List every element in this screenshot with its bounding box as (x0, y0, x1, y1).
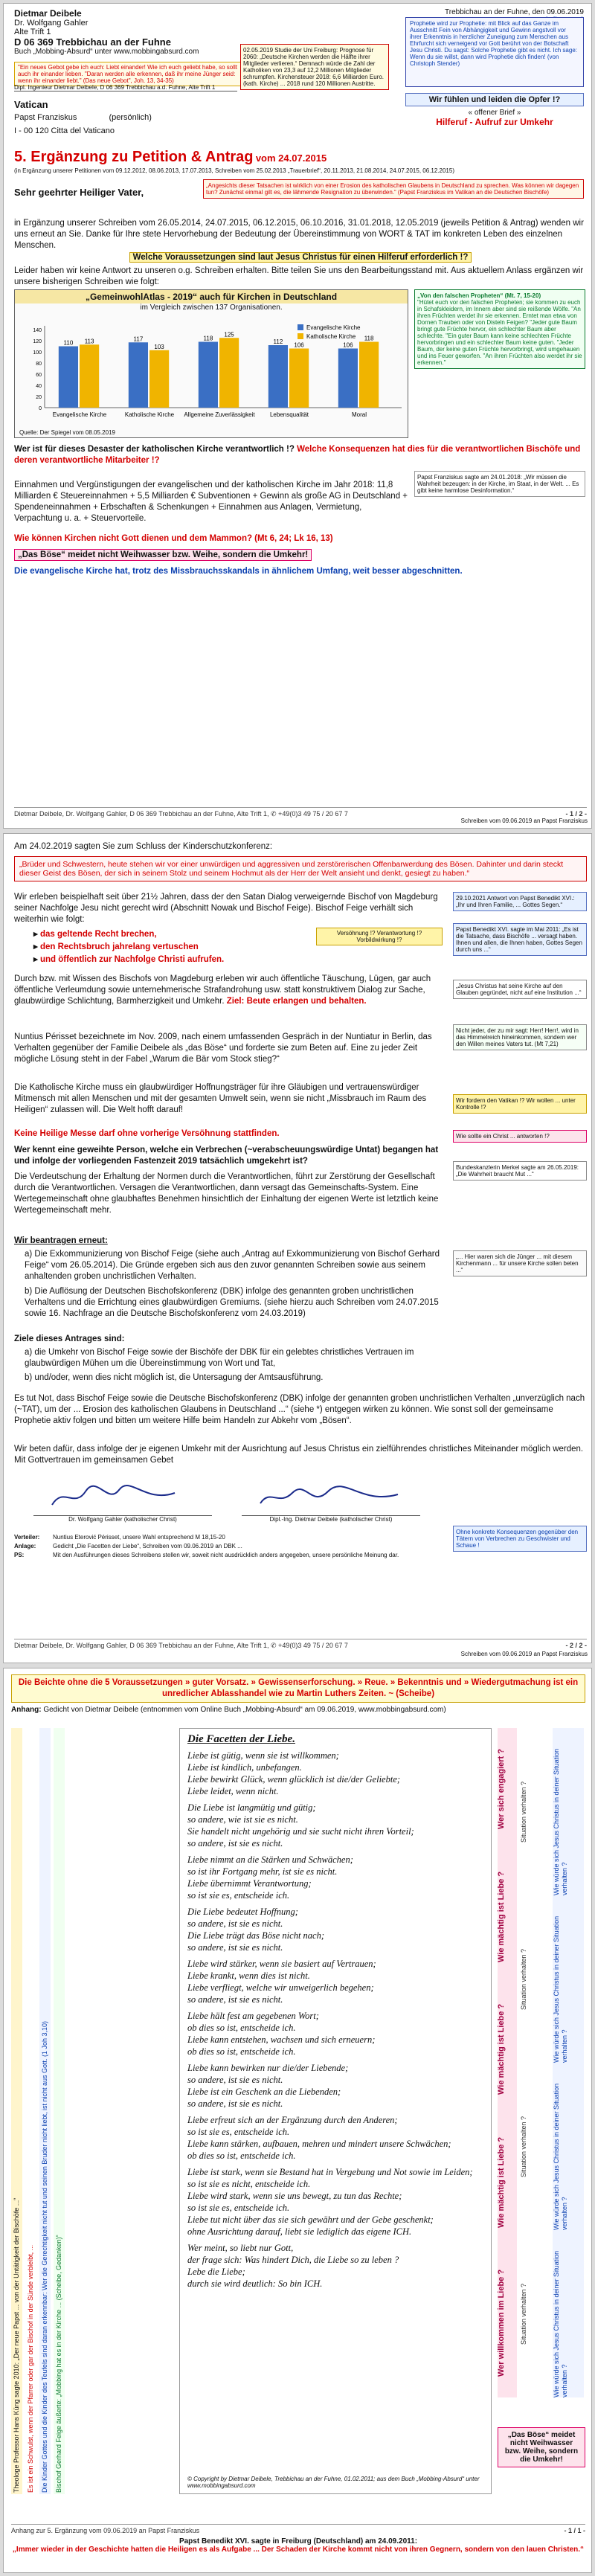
chart-data-label: 118 (203, 335, 213, 342)
chart-data-label: 110 (63, 339, 74, 347)
final-side-text: Ohne konkrete Konsequenzen gegenüber den Tätern von Verbrechen zu Geschwister und Schaue ! (456, 1529, 579, 1549)
body-paragraph-2: Leider haben wir keine Antwort zu unseren o.g. Schreiben erhalten. Bitte teilen Sie uns den Bearbeitungsstand mit. Aus aktuellem Anlass ergänzen wir unsere bisherigen Schreiben wie folgt: (14, 266, 584, 286)
side-question-box: Versöhnung !? Verantwortung !? Vorbildwirkung !? (316, 928, 443, 945)
recipient-line-1: Vatican (14, 99, 48, 110)
appendix-line (11, 1706, 585, 1714)
right-vertical-jesus (553, 1728, 584, 2397)
bullet-text: das geltende Recht brechen, (39, 930, 157, 939)
body-paragraph-1 (14, 218, 587, 251)
right-question: Wer willkommen im Liebe ? (497, 2269, 506, 2377)
poem-line: so ist sie es, entscheide ich. (187, 2203, 290, 2213)
suffering-question: Wir fühlen und leiden die Opfer !? (405, 93, 584, 106)
right-question: Wie mächtig ist Liebe ? (497, 2136, 506, 2228)
poem-copyright: © Copyright by Dietmar Deibele, Trebbichau an der Fuhne, 01.02.2011; aus dem Buch „Mobbing-Absurd“ unter www.mobbingabsurd.com (187, 2476, 480, 2489)
right-note: Situation verhalten ? (520, 1781, 527, 1843)
goals-heading: Ziele dieses Antrages sind: (14, 1334, 125, 1343)
chart-svg (15, 318, 408, 430)
footer-address: Dietmar Deibele, Dr. Wolfgang Gahler, D 06 369 Trebbichau an der Fuhne, Alte Trift 1, ✆ +49(0)3 49 75 / 20 67 7 (14, 1642, 348, 1649)
chart-tick-label: 140 (33, 328, 42, 333)
appendix-footer (11, 2524, 585, 2534)
request-item-a: a) Die Exkommunizierung von Bischof Feige (siehe auch „Antrag auf Exkommunizierung von Bischof Gerhard Feige“ vom 26.05.2014). Die Gründe ergeben sich aus den zuvor genannten Schreiben sowie aus seinem anhaltenden groben unchristlichen Verhalten. (25, 1250, 440, 1281)
chart-title: „GemeinwohlAtlas - 2019“ auch für Kirchen in Deutschland (15, 290, 408, 303)
page2-quote-box (14, 856, 587, 881)
footer-address: Dietmar Deibele, Dr. Wolfgang Gahler, D 06 369 Trebbichau an der Fuhne, Alte Trift 1, ✆ +49(0)3 49 75 / 20 67 7 (14, 810, 348, 818)
left-vertical-columns (11, 1728, 175, 2494)
poem-line: Liebe tut nicht über das sie sich gewährt und der Gebe geschenkt; (187, 2214, 434, 2225)
recipient-address: I - 00 120 Citta del Vaticano (14, 126, 115, 135)
christian-answer-box: Wie sollte ein Christ ... antworten !? (453, 1130, 587, 1143)
poem-line: Liebe nimmt an die Stärken und Schwächen; (187, 1854, 353, 1865)
chart-category-label: Lebensqualität (269, 411, 309, 418)
benedict-bottom-2: „Immer wieder in der Geschichte hatten die Heiligen es als Aufgabe ... Der Schaden der Kirche kommt nicht von ihren Gegnern, sondern von den lauen Christen.“ (12, 2546, 585, 2554)
poem-line: Liebe ist stark, wenn sie Bestand hat in Vergebung und Not sowie im Leiden; (187, 2167, 473, 2177)
right-question: Wie mächtig ist Liebe ? (497, 2003, 506, 2095)
page2-quote-text: „Brüder und Schwestern, heute stehen wir vor einer unwürdigen und aggressiven und zerstörerischen Offenbarwerdung des Bösen. Dahinter und darin steckt dieser Geist des Bösen, der sich in seinem Stolz und seinem Hochmut als der Herr der Welt ansieht und denkt, gesiegt zu haben.“ (19, 860, 564, 878)
consequences-question: Welche Konsequenzen hat dies für die verantwortlichen Bischöfe und deren verantwortliche Mitarbeiter !? (14, 445, 581, 465)
goal-item-a: a) die Umkehr von Bischof Feige sowie der Bischöfe der DBK für ein gelebtes christliches Vertrauen im glaubwürdigen Mühen um die Übereinstimmung von Wort und Tat, (25, 1348, 414, 1368)
right-note: Situation verhalten ? (520, 1948, 527, 2010)
appendix-page (3, 1668, 592, 2573)
poem-line: so ist sie es, entscheide ich. (187, 1890, 290, 1901)
chart-category-label: Moral (351, 411, 367, 418)
poem-line: Liebe kann bewirken nur die/der Liebende; (187, 2063, 349, 2073)
poem-line: so andere, wie ist sie es nicht. (187, 1814, 298, 1825)
poem-panel (179, 1728, 492, 2494)
chart-tick-label: 100 (33, 350, 42, 356)
chart-bar (338, 349, 358, 408)
bullet-text: den Rechtsbruch jahrelang vertuschen (39, 942, 199, 951)
legend-swatch (298, 324, 303, 330)
page2-body-4: Die Katholische Kirche muss ein glaubwürdiger Hoffnungsträger für ihre Gläubigen und vertrauenswürdiger Mitmensch mit allen Menschen und mit der gesamten Umwelt sein, wenn sie nicht „Missbrauch im Raum des Heiligen“ zulassen will. Die Welt hofft darauf! (14, 1083, 427, 1114)
sender-street: Alte Trift 1 (14, 28, 51, 36)
chart-bar (359, 342, 379, 408)
poem-line: so andere, ist sie es nicht. (187, 2098, 283, 2109)
page2-body-1: Wir erleben beispielhaft seit über 21½ Jahren, dass der den Satan Dialog verweigernde Bischof von Magdeburg seiner Nachfolge Jesu nicht gerecht wird (Abschnitt Nowak und Bischof Feige). Bischof Feige verhält sich weiterhin wie folgt: (14, 893, 438, 924)
bullet-item: ▸ den Rechtsbruch jahrelang vertuschen (33, 942, 199, 951)
pope-quote-text: Papst Franziskus sagte am 24.01.2018: „Wir müssen die Wahrheit bezeugen: in der Kirche, im Staat, in der Welt. ... Es gibt keine harmlose Desinformation.“ (417, 474, 579, 494)
chart-bar (268, 345, 288, 408)
poem-line: Die Liebe trägt das Böse nicht nach; (187, 1930, 324, 1941)
merkel-quote-box: Bundeskanzlerin Merkel sagte am 26.05.2019: „Die Wahrheit braucht Mut ...“ (453, 1161, 587, 1181)
bullet-text: und öffentlich zur Nachfolge Christi aufrufen. (39, 955, 225, 964)
poem-line: durch sie wird deutlich: So bin ICH. (187, 2278, 323, 2289)
poem-line: ob dies so ist, entscheide ich. (187, 2046, 296, 2057)
mammon-question: Wie können Kirchen nicht Gott dienen und dem Mammon? (Mt 6, 24; Lk 16, 13) (14, 534, 333, 543)
prophecy-box (405, 17, 584, 87)
footer-ref: Schreiben vom 09.06.2019 an Papst Franziskus (460, 818, 588, 824)
heading-subtitle: (in Ergänzung unserer Petitionen vom 09.12.2012, 08.06.2013, 17.07.2013, Schreiben vom 25.02.2013 „Trauerbrief“, 20.11.2013, 21.08.2014, 24.07.2015, 06.12.2015) (14, 167, 454, 174)
chart-data-label: 103 (154, 343, 164, 350)
sender-book[interactable]: Buch „Mobbing-Absurd“ unter www.mobbingabsurd.com (14, 48, 199, 56)
signature-label-2: Dipl.-Ing. Dietmar Deibele (katholischer Christ) (242, 1515, 420, 1523)
help-call-label: Hilferuf - Aufruf zur Umkehr (436, 117, 553, 127)
heading-block (14, 149, 587, 166)
recipient-personal: (persönlich) (109, 113, 152, 122)
poem-line: so andere, ist sie es nicht. (187, 1994, 283, 2005)
poem-line: Lebe die Liebe; (187, 2267, 245, 2277)
page2-body-2 (14, 974, 446, 1007)
false-prophets-title: „Von den falschen Propheten“ (Mt. 7, 15-20) (417, 292, 541, 299)
right-vertical-questions (498, 1728, 517, 2397)
salutation-quote-box (203, 179, 584, 199)
page2-body-3: Nuntius Périsset bezeichnete im Nov. 2009, nach einem umfassenden Gespräch in der Nuntiatur in Berlin, das Verhalten gegenüber der Familie Deibele als „das Böse“ und forderte sie zum Beten auf. Eine zu jeder Zeit mögliche Lösung steht in der Fabel „Warum die Bär vom Stock stieg?“ (14, 1032, 432, 1064)
poem-line: Sie handelt nicht ungehörig und sie sucht nicht ihren Vorteil; (187, 1826, 414, 1837)
help-call-question (14, 252, 587, 263)
page2-intro: Am 24.02.2019 sagten Sie zum Schluss der Kinderschutzkonferenz: (14, 842, 273, 851)
right-question-column (498, 1728, 585, 2397)
body-paragraph-4: Einnahmen und Vergünstigungen der evangelischen und der katholischen Kirche im Jahr 2018: 11,8 Milliarden € Steuereinnahmen + 5,5 Milliarden € Subventionen + Gewinn als große AG in Deutschland + Spendeneinnahmen + Erbschaften & Schenkungen + Einnahmen aus Anlagen, Vermietung, Verpachtung u. a. + Steuervorteile. (14, 481, 408, 523)
poem-line: Liebe ist kindlich, unbefangen. (187, 1762, 302, 1773)
body-paragraph-3 (14, 444, 587, 466)
page2-body-5: Keine Heilige Messe darf ohne vorherige Versöhnung stattfinden. (14, 1129, 280, 1138)
chart-bar (80, 344, 99, 408)
chart-subtitle: im Vergleich zwischen 137 Organisationen. (140, 303, 283, 312)
right-note: Situation verhalten ? (520, 2116, 527, 2177)
poem-line: Liebe ist ein Geschenk an die Liebenden; (187, 2087, 341, 2097)
help-call-question-text: Welche Voraussetzungen sind laut Jesus Christus für einen Hilferuf erforderlich !? (129, 252, 472, 263)
vertical-quote-1: Theologe Professor Hans Küng sagte 2010: „Der neue Papst ... von der Untätigkeit der Bischöfe ...“ (11, 1728, 22, 2494)
chart-panel (14, 289, 408, 438)
poem-line: Liebe kann entstehen, wachsen und sich erneuern; (187, 2034, 376, 2045)
right-question: Wie mächtig ist Liebe ? (497, 1871, 506, 1962)
chart-data-label: 106 (343, 341, 353, 349)
poem-line: Liebe bewirkt Glück, wenn glücklich ist die/der Geliebte; (187, 1774, 401, 1785)
chart-source: Quelle: Der Spiegel vom 08.05.2019 (19, 429, 115, 436)
chart-category-label: Allgemeine Zuverlässigkeit (184, 411, 255, 418)
letter-page-1 (3, 3, 592, 829)
signature-gahler (48, 1483, 182, 1512)
benedict-bottom-quote (11, 2537, 585, 2554)
disciples-quote-box: „... Hier waren sich die Jünger ... mit diesem Kirchenmann ... für unsere Kirche sollen beten ...“ (453, 1250, 587, 1276)
final-side-box (453, 1526, 587, 1552)
letter-page-2 (3, 833, 592, 1663)
appendix-label: Anhang: (11, 1706, 42, 1714)
church-foundation-box: „Jesus Christus hat seine Kirche auf den Glauben gegründet, nicht auf eine Institution ...“ (453, 980, 587, 999)
page-number: - 1 / 2 - (565, 810, 587, 818)
poem-line: Die Liebe bedeutet Hoffnung; (187, 1907, 298, 1917)
page2-goal: Ziel: Beute erlangen und behalten. (226, 997, 367, 1006)
legend-label: Evangelische Kirche (306, 324, 361, 331)
attachment-label: Anlage: (14, 1543, 36, 1549)
distribution-text: Nuntius Eterović Périsset, unsere Wahl entsprechend M 18,15-20 (53, 1534, 225, 1541)
benedict-bottom-1: Papst Benedikt XVI. sagte in Freiburg (Deutschland) am 24.09.2011: (178, 2537, 418, 2546)
poem-line: Liebe kann stärken, aufbauen, mehren und mindert unsere Schwächen; (187, 2139, 451, 2149)
ps-label: PS: (14, 1552, 25, 1558)
bullet-item: ▸ und öffentlich zur Nachfolge Christi aufrufen. (33, 955, 225, 964)
poem-line: Liebe ist gütig, wenn sie ist willkommen; (187, 1750, 339, 1761)
chart-bar (129, 342, 148, 408)
attachment-text: Gedicht „Die Facetten der Liebe“, Schreiben vom 09.06.2019 an DBK ... (53, 1543, 242, 1549)
evil-line (14, 550, 408, 561)
confession-text: Die Beichte ohne die 5 Voraussetzungen » guter Vorsatz. » Gewissenserforschung. » Reue. » Bekenntnis und » Wiedergutmachung ist ein unredlicher Ablasshandel wie zu Martin Luthers Zeiten. ~ (Scheibe) (18, 1678, 579, 1698)
signature-deibele (257, 1483, 405, 1512)
chart-category-label: Katholische Kirche (124, 411, 175, 418)
benedict-box-1: 29.10.2021 Antwort von Papst Benedikt XVI.: „Ihr und Ihren Familie, ... Gottes Segen.“ (453, 892, 587, 911)
poem-line: ohne Ausrichtung darauf, liebt sie lediglich das eigene ICH. (187, 2226, 412, 2237)
body-text-1: in Ergänzung unserer Schreiben vom 26.05.2014, 24.07.2015, 06.12.2015, 06.10.2016, 31.01.2018, 12.05.2019 (jeweils Petition & Antrag) wenden wir uns erneut an Sie. Danke für Ihre stete Hervorhebung der Bedeutung der Übereinstimmung von WORT & TAT im konkreten Leben des einzelnen Menschen. (14, 219, 584, 250)
poem-line: so andere, ist sie es nicht. (187, 1942, 283, 1953)
ps-text: Mit den Ausführungen dieses Schreibens stellen wir, soweit nicht ausdrücklich anders angegeben, unsere persönliche Meinung dar. (53, 1552, 399, 1558)
request-item-b: b) Die Auflösung der Deutschen Bischofskonferenz (DBK) infolge des genannten groben unchristlichen Verhaltens und die Errichtung eines glaubwürdigen Gremiums. (siehe hierzu auch Schreiben vom 24.07.2015 sowie 16. Nachfrage an die Deutsche Bischofskonferenz vom 24.03.2019) (25, 1287, 439, 1318)
poem-line: Liebe krankt, wenn dies ist nicht. (187, 1970, 310, 1981)
chart-tick-label: 80 (36, 362, 42, 367)
statistics-box (240, 44, 389, 90)
poem-lines (187, 1750, 483, 2290)
right-vertical-notes (520, 1728, 550, 2397)
jesus-question: Wie würde sich Jesus Christus in deiner Situation verhalten ? (553, 2250, 568, 2397)
chart-data-label: 106 (294, 341, 304, 349)
page2-body-2-text: Durch bzw. mit Wissen des Bischofs von Magdeburg erleben wir auch öffentliche Täuschung, Lügen, gar auch öffentliche Verleumdung sowie unternehmerische Strafandrohung usw. statt konstruktivem Dialog zur Sache, glaubwürdige Schlichtung, Barmherzigkeit und Umkehr. (14, 974, 431, 1006)
chart-data-label: 125 (224, 331, 234, 338)
page2-bullet-list (33, 929, 316, 967)
signature-label-1: Dr. Wolfgang Gahler (katholischer Christ) (33, 1515, 212, 1523)
chart-tick-label: 120 (33, 339, 42, 344)
vatican-question-box: Wir fordern den Vatikan !? Wir wollen ... unter Kontrolle !? (453, 1094, 587, 1114)
poem-line: so andere, ist sie es nicht. (187, 1918, 283, 1929)
prophecy-text: Prophetie wird zur Prophetie: mit Blick auf das Ganze im Ausschnitt Fein von Abhängigkeit und Gewinn angstvoll vor ihrer Erkenntnis in herzlicher Zuneigung zum Menschen aus Ehrfurcht sich verneigend vor Gott berührt von der Botschaft Jesu Christi. Du sagst: Solche Prophetie gibt es nicht. Ich sage: Wenn du sie willst, dann wird Prophetie dich finden! (von Christoph Stender) (410, 20, 578, 67)
benedict-box-2: Papst Benedikt XVI. sagte im Mai 2011: „Es ist die Tatsache, dass Bischöfe ... versagt haben. Ihnen und allen, die Ihnen haben, Gottes Segen durch uns ...“ (453, 923, 587, 956)
distribution-block (14, 1533, 446, 1560)
vertical-quote-3: Die Kinder Gottes und die Kinder des Teufels sind daran erkennbar: Wer die Gerechtigkeit nicht tut und seinen Bruder nicht liebt, ist nicht aus Gott. (1 Joh 3,10) (39, 1728, 51, 2494)
poem-line: Liebe wird stärker, wenn sie basiert auf Vertrauen; (187, 1959, 376, 1969)
chart-data-label: 118 (364, 335, 374, 342)
chart-bar (289, 349, 309, 408)
request-heading: Wir beantragen erneut: (14, 1236, 108, 1245)
top-quote-text: "Ein neues Gebot gebe ich euch: Liebt einander! Wie ich euch geliebt habe, so sollt auch ihr einander lieben. "Daran werden alle erkennen, daß ihr meine Jünger seid: wenn ihr einander liebt." (Das neue Gebot", Joh. 13, 34-35) (18, 64, 238, 84)
bullet-item: ▸ das geltende Recht brechen, (33, 930, 157, 939)
footer-ref: Schreiben vom 09.06.2019 an Papst Franziskus (460, 1651, 588, 1657)
chart-bar (149, 350, 169, 408)
poem-line: so ist sie es, entscheide ich. (187, 2127, 290, 2137)
open-letter-label: « offener Brief » (468, 109, 521, 117)
poem-line: so ist sie es nicht, entscheide ich. (187, 2179, 311, 2189)
confession-header (11, 1674, 585, 1703)
pope-quote-box (414, 471, 585, 497)
chart-tick-label: 60 (36, 373, 42, 378)
statistics-text: 02.05.2019 Studie der Uni Freiburg: Prognose für 2060: „Deutsche Kirchen werden die Hälfte ihrer Mitglieder verlieren.“ Demnach würde die Zahl der Katholiken von 23,3 auf 12,2 Millionen Mitglieder schrumpfen. Kirchensteuer 2018: 6,6 Milliarden Euro. (kath. Kirche) ... 2018 rund 120 Millionen Austritte. (243, 47, 384, 87)
page2-body-7: Die Verdeutschung der Erhaltung der Normen durch die Verantwortlichen, führt zur Zerstörung der Gesellschaft durch die Verantwortlichen. Versagen die Verantwortlichen, dann versagt das Gemeinschafts-System. Eine Wertegemeinschaft ohne glaubhaftes Benehmen hinsichtlich der Einhaltung der eigenen Werte ist letztlich keine Wertegemeinschaft mehr. (14, 1172, 439, 1215)
vertical-quote-2: Es ist ein Schwulst, wenn der Pfarrer oder gar der Bischof in der Sünde verbleibt, ... (25, 1728, 36, 2494)
poem-line: so andere, ist sie es nicht. (187, 2075, 283, 2085)
chart-bar (219, 338, 239, 408)
top-quote-box (14, 62, 245, 86)
page2-footer (14, 1639, 587, 1650)
chart-tick-label: 20 (36, 395, 42, 400)
jesus-question: Wie würde sich Jesus Christus in deiner Situation verhalten ? (553, 1748, 568, 1895)
place-date-text: Trebbichau an der Fuhne, den 09.06.2019 (445, 8, 584, 16)
legend-swatch (298, 333, 303, 339)
appeal-block (405, 93, 584, 127)
poem-line: Liebe übernimmt Verantwortung; (187, 1878, 312, 1889)
chart-data-label: 117 (133, 335, 144, 343)
poem-title: Die Facetten der Liebe. (187, 1733, 295, 1745)
page-footer (14, 807, 587, 818)
poem-line: so ist ihr Fortgang mehr, ist sie es nicht. (187, 1866, 338, 1877)
evil-box: „Das Böse“ meidet nicht Weihwasser bzw. Weihe, sondern die Umkehr! (498, 2427, 585, 2467)
recipient-block (14, 99, 185, 135)
appendix-text: Gedicht von Dietmar Deibele (entnommen vom Online Buch „Mobbing-Absurd“ am 09.06.2019, www.mobbingabsurd.com) (43, 1706, 446, 1714)
distribution-label: Verteiler: (14, 1534, 40, 1541)
page-title: 5. Ergänzung zu Petition & Antrag (14, 149, 254, 165)
page2-body-6: Wer kennt eine geweihte Person, welche ein Verbrechen (~verabscheuungswürdige Untat) begangen hat und infolge der vorliegenden Fastenzeit 2019 tatsächlich umgekehrt ist? (14, 1146, 439, 1166)
chart-tick-label: 0 (39, 406, 42, 411)
false-prophets-box (414, 289, 585, 369)
recipient-line-2 (14, 113, 185, 122)
page2-body-8: Es tut Not, dass Bischof Feige sowie die Deutsche Bischofskonferenz (DBK) infolge der genannten groben unchristlichen Verhalten „unverzüglich nach (~TAT), um der ... Erosion des katholischen Glaubens in Deutschland ...“ (siehe *) entgegen wirken zu können. Wie sonst soll der gemeinsame Prophetie aktiv folgen und bitten um weitere Hilfe beim Handeln zur Abkehr vom „Bösen“. (14, 1394, 585, 1425)
sender-city: D 06 369 Trebbichau an der Fuhne (14, 36, 171, 48)
matthew-quote-box: Nicht jeder, der zu mir sagt: Herr! Herr!, wird in das Himmelreich hineinkommen, sondern wer den Willen meines Vaters tut. (Mt 7,21) (453, 1024, 587, 1050)
chart-category-label: Evangelische Kirche (52, 411, 107, 418)
poem-line: Die Liebe ist langmütig und gütig; (187, 1802, 316, 1813)
page-number: - 2 / 2 - (565, 1642, 587, 1649)
chart-data-label: 113 (84, 338, 94, 345)
small-sender-line: Dipl. Ingenieur Dietmar Deibele, D 06 369 Trebbichau a.d. Fuhne, Alte Trift 1 (14, 84, 237, 91)
evil-line-text: „Das Böse“ meidet nicht Weihwasser bzw. Weihe, sondern die Umkehr! (14, 549, 312, 561)
page2-body-9: Wir beten dafür, dass infolge der je eigenen Umkehr mit der Ausrichtung auf Jesus Christus ein zielführendes christliches Miteinander möglich werden. Mit Gottvertrauen im gemeinsamen Gebet (14, 1445, 584, 1465)
chart-tick-label: 40 (36, 384, 42, 389)
sender-title: Dr. Wolfgang Gahler (14, 19, 89, 28)
recipient-pope: Papst Franziskus (14, 113, 77, 122)
goal-item-b: b) und/oder, wenn dies nicht möglich ist, die Untersagung der Amtsausführung. (25, 1373, 324, 1382)
salutation-quote: „Angesichts dieser Tatsachen ist wirklich von einer Erosion des katholischen Glaubens in Deutschland zu sprechen. Was können wir dagegen tun? Zunächst einmal gilt es, die lähmende Resignation zu überwinden.“ (Papst Franziskus im Vatikan an die Deutschen Bischöfe) (206, 182, 579, 196)
right-note: Situation verhalten ? (520, 2283, 527, 2345)
chart-bar (199, 342, 218, 408)
poem-line: Liebe erfreut sich an der Ergänzung durch den Anderen; (187, 2115, 398, 2125)
sender-block (14, 8, 208, 56)
chart-data-label: 112 (273, 338, 283, 345)
jesus-question: Wie würde sich Jesus Christus in deiner Situation verhalten ? (553, 1915, 568, 2063)
protestant-line: Die evangelische Kirche hat, trotz des Missbrauchsskandals in ähnlichem Umfang, weit besser abgeschnitten. (14, 567, 463, 576)
legend-label: Katholische Kirche (306, 333, 356, 340)
responsibility-question: Wer ist für dieses Desaster der katholischen Kirche verantwortlich !? (14, 445, 295, 454)
poem-line: ob dies so ist, entscheide ich. (187, 2023, 296, 2033)
appendix-footer-ref: Anhang zur 5. Ergänzung vom 09.06.2019 an Papst Franziskus (11, 2527, 200, 2534)
vertical-quote-4: Bischof Gerhard Feige äußerte: „Mobbing hat es in der Kirche ... (Scheibe, Gedanken)“ (54, 1728, 65, 2494)
right-question: Wer sich engagiert ? (497, 1749, 506, 1830)
poem-line: Liebe verfliegt, welche wir unweigerlich begehen; (187, 1982, 374, 1993)
false-prophets-text: "Hütet euch vor den falschen Propheten; sie kommen zu euch in Schafskleidern, im Innern aber sind sie reißende Wölfe. "An ihren Früchten werdet ihr sie erkennen. Erntet man etwa von Dornen Trauben oder von Disteln Feigen? "Jeder gute Baum bringt gute Früchte hervor, ein schlechter Baum aber schlechte. "Ein guter Baum kann keine schlechten Früchte hervorbringen und ein schlechter Baum keine guten. "Jeder Baum, der keine guten Früchte hervorbringt, wird umgehauen und ins Feuer geworfen. "An ihren Früchten also werdet ihr sie erkennen." (417, 299, 582, 366)
poem-line: der frage sich: Was hindert Dich, die Liebe so zu leben ? (187, 2255, 399, 2265)
poem-line: Liebe leidet, wenn nicht. (187, 1786, 279, 1796)
salutation: Sehr geehrter Heiliger Vater, (14, 187, 144, 198)
jesus-question: Wie würde sich Jesus Christus in deiner Situation verhalten ? (553, 2083, 568, 2230)
poem-line: ob dies so ist, entscheide ich. (187, 2151, 296, 2161)
chart-bar (59, 347, 78, 408)
poem-line: Liebe hält fest am gegebenen Wort; (187, 2011, 319, 2021)
poem-line: Liebe wird stark, wenn sie uns bewegt, zu tun das Rechte; (187, 2191, 402, 2201)
sender-name: Dietmar Deibele (14, 8, 82, 19)
page-number: - 1 / 1 - (564, 2527, 585, 2534)
poem-line: so andere, ist sie es nicht. (187, 1838, 283, 1849)
title-date: vom 24.07.2015 (255, 152, 327, 164)
poem-line: Wer meint, so liebt nur Gott, (187, 2243, 294, 2253)
